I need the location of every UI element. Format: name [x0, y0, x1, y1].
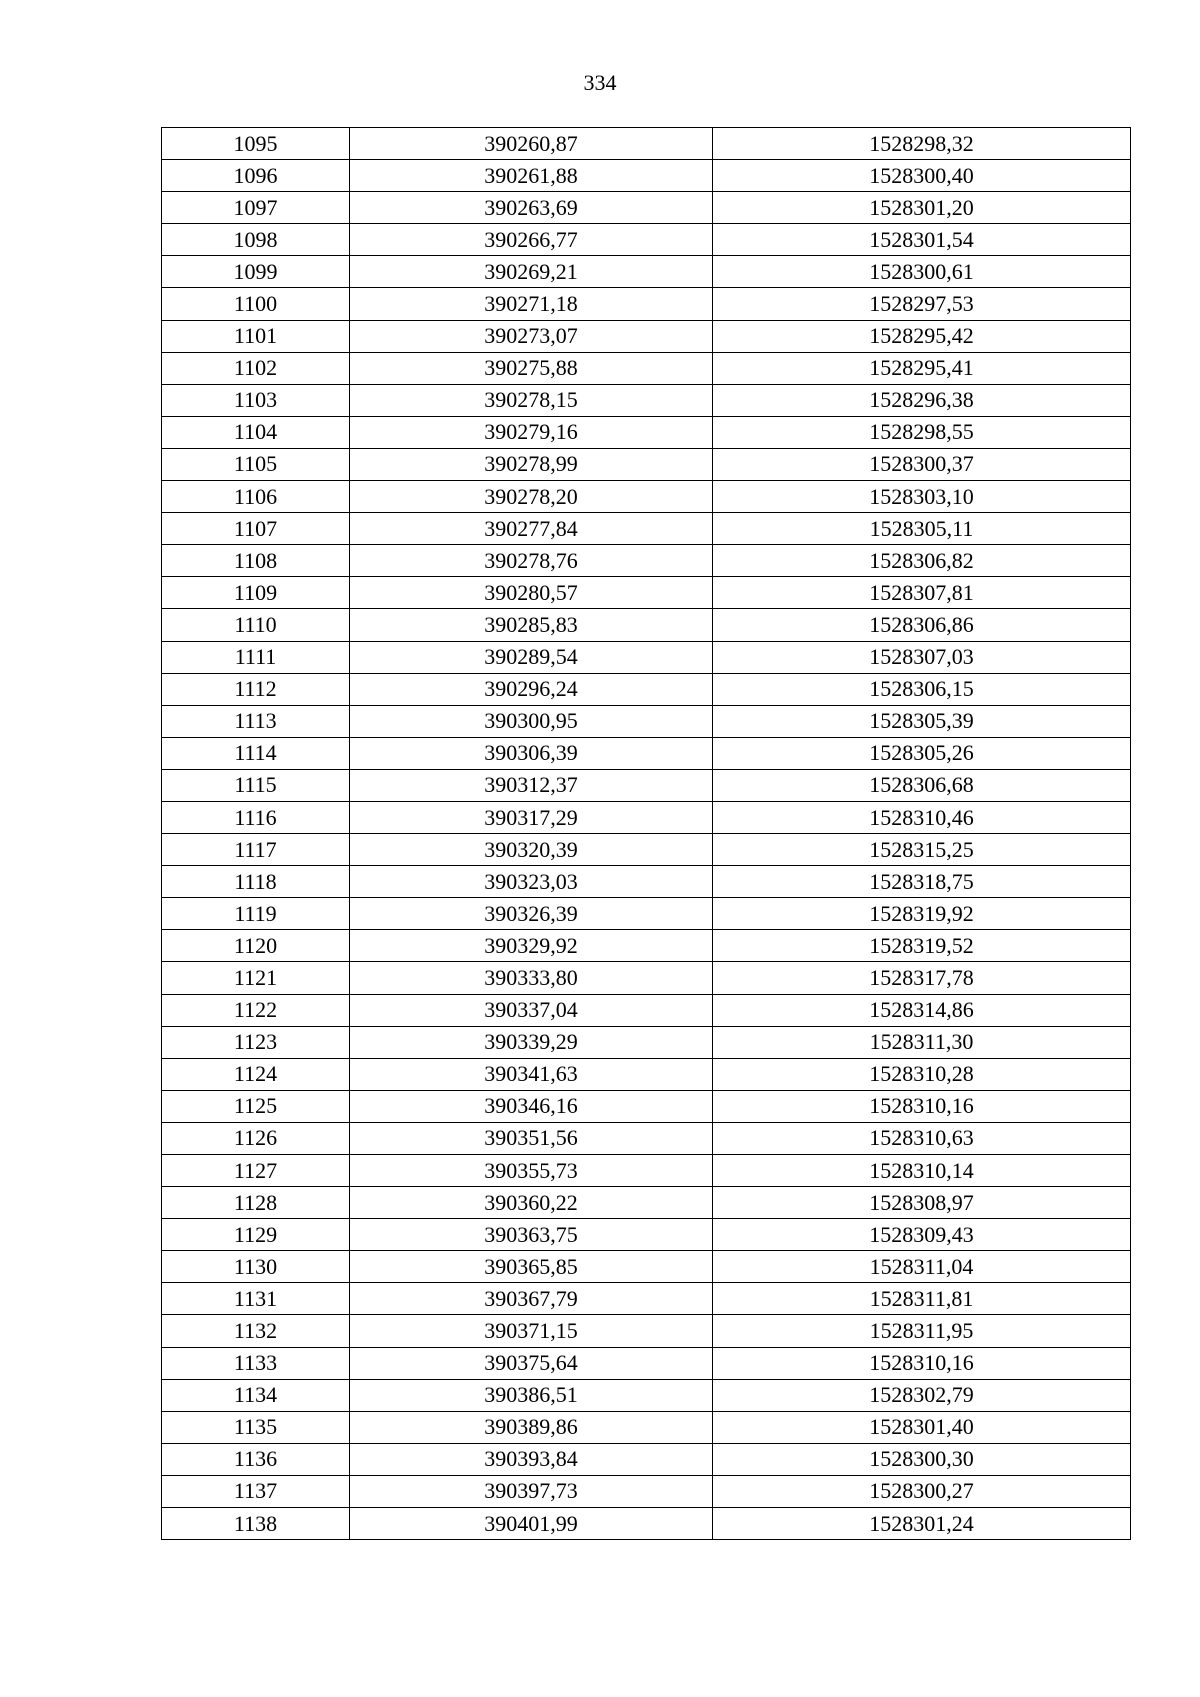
y-coordinate-cell: 1528310,63 — [713, 1122, 1131, 1154]
y-coordinate-cell: 1528309,43 — [713, 1219, 1131, 1251]
y-coordinate-cell: 1528314,86 — [713, 994, 1131, 1026]
table-row — [162, 1187, 1131, 1219]
y-coordinate-cell: 1528301,54 — [713, 224, 1131, 256]
point-number-cell: 1129 — [162, 1219, 350, 1251]
point-number-cell: 1135 — [162, 1411, 350, 1443]
point-number-cell: 1109 — [162, 577, 350, 609]
point-number-cell: 1130 — [162, 1251, 350, 1283]
table-row — [162, 930, 1131, 962]
x-coordinate-cell: 390296,24 — [350, 673, 713, 705]
point-number-cell: 1110 — [162, 609, 350, 641]
x-coordinate-cell: 390280,57 — [350, 577, 713, 609]
y-coordinate-cell: 1528311,30 — [713, 1026, 1131, 1058]
table-row — [162, 1155, 1131, 1187]
table-row — [162, 609, 1131, 641]
table-row — [162, 384, 1131, 416]
y-coordinate-cell: 1528311,04 — [713, 1251, 1131, 1283]
point-number-cell: 1104 — [162, 416, 350, 448]
point-number-cell: 1138 — [162, 1508, 350, 1540]
x-coordinate-cell: 390306,39 — [350, 737, 713, 769]
y-coordinate-cell: 1528305,26 — [713, 737, 1131, 769]
table-row — [162, 962, 1131, 994]
point-number-cell: 1111 — [162, 641, 350, 673]
point-number-cell: 1128 — [162, 1187, 350, 1219]
x-coordinate-cell: 390271,18 — [350, 288, 713, 320]
point-number-cell: 1131 — [162, 1283, 350, 1315]
x-coordinate-cell: 390363,75 — [350, 1219, 713, 1251]
x-coordinate-cell: 390401,99 — [350, 1508, 713, 1540]
table-row — [162, 481, 1131, 513]
point-number-cell: 1115 — [162, 769, 350, 801]
table-row — [162, 1347, 1131, 1379]
y-coordinate-cell: 1528310,28 — [713, 1058, 1131, 1090]
y-coordinate-cell: 1528306,86 — [713, 609, 1131, 641]
point-number-cell: 1134 — [162, 1379, 350, 1411]
point-number-cell: 1097 — [162, 192, 350, 224]
x-coordinate-cell: 390320,39 — [350, 834, 713, 866]
y-coordinate-cell: 1528305,39 — [713, 705, 1131, 737]
y-coordinate-cell: 1528301,20 — [713, 192, 1131, 224]
x-coordinate-cell: 390312,37 — [350, 769, 713, 801]
point-number-cell: 1096 — [162, 160, 350, 192]
table-row — [162, 256, 1131, 288]
point-number-cell: 1099 — [162, 256, 350, 288]
y-coordinate-cell: 1528295,42 — [713, 320, 1131, 352]
point-number-cell: 1113 — [162, 705, 350, 737]
y-coordinate-cell: 1528307,03 — [713, 641, 1131, 673]
y-coordinate-cell: 1528298,55 — [713, 416, 1131, 448]
point-number-cell: 1106 — [162, 481, 350, 513]
table-row — [162, 673, 1131, 705]
x-coordinate-cell: 390317,29 — [350, 801, 713, 833]
x-coordinate-cell: 390278,99 — [350, 448, 713, 480]
coordinates-table-body — [162, 128, 1131, 1540]
x-coordinate-cell: 390278,76 — [350, 545, 713, 577]
table-row — [162, 224, 1131, 256]
point-number-cell: 1118 — [162, 866, 350, 898]
y-coordinate-cell: 1528306,68 — [713, 769, 1131, 801]
x-coordinate-cell: 390337,04 — [350, 994, 713, 1026]
table-row — [162, 160, 1131, 192]
x-coordinate-cell: 390341,63 — [350, 1058, 713, 1090]
y-coordinate-cell: 1528300,61 — [713, 256, 1131, 288]
y-coordinate-cell: 1528308,97 — [713, 1187, 1131, 1219]
x-coordinate-cell: 390300,95 — [350, 705, 713, 737]
y-coordinate-cell: 1528310,14 — [713, 1155, 1131, 1187]
point-number-cell: 1125 — [162, 1090, 350, 1122]
y-coordinate-cell: 1528298,32 — [713, 128, 1131, 160]
table-row — [162, 320, 1131, 352]
y-coordinate-cell: 1528296,38 — [713, 384, 1131, 416]
x-coordinate-cell: 390386,51 — [350, 1379, 713, 1411]
point-number-cell: 1136 — [162, 1443, 350, 1475]
point-number-cell: 1132 — [162, 1315, 350, 1347]
x-coordinate-cell: 390261,88 — [350, 160, 713, 192]
y-coordinate-cell: 1528318,75 — [713, 866, 1131, 898]
y-coordinate-cell: 1528306,15 — [713, 673, 1131, 705]
y-coordinate-cell: 1528311,81 — [713, 1283, 1131, 1315]
x-coordinate-cell: 390333,80 — [350, 962, 713, 994]
table-row — [162, 448, 1131, 480]
y-coordinate-cell: 1528300,30 — [713, 1443, 1131, 1475]
point-number-cell: 1121 — [162, 962, 350, 994]
x-coordinate-cell: 390279,16 — [350, 416, 713, 448]
table-row — [162, 801, 1131, 833]
point-number-cell: 1137 — [162, 1475, 350, 1507]
table-row — [162, 1090, 1131, 1122]
point-number-cell: 1100 — [162, 288, 350, 320]
table-row — [162, 128, 1131, 160]
x-coordinate-cell: 390260,87 — [350, 128, 713, 160]
x-coordinate-cell: 390397,73 — [350, 1475, 713, 1507]
x-coordinate-cell: 390278,15 — [350, 384, 713, 416]
x-coordinate-cell: 390329,92 — [350, 930, 713, 962]
table-row — [162, 834, 1131, 866]
table-row — [162, 866, 1131, 898]
table-row — [162, 1475, 1131, 1507]
coordinates-table — [161, 127, 1131, 1540]
table-row — [162, 416, 1131, 448]
table-row — [162, 1315, 1131, 1347]
table-row — [162, 352, 1131, 384]
x-coordinate-cell: 390277,84 — [350, 513, 713, 545]
x-coordinate-cell: 390326,39 — [350, 898, 713, 930]
point-number-cell: 1095 — [162, 128, 350, 160]
point-number-cell: 1098 — [162, 224, 350, 256]
point-number-cell: 1114 — [162, 737, 350, 769]
table-row — [162, 577, 1131, 609]
table-row — [162, 1443, 1131, 1475]
y-coordinate-cell: 1528302,79 — [713, 1379, 1131, 1411]
table-row — [162, 513, 1131, 545]
point-number-cell: 1101 — [162, 320, 350, 352]
y-coordinate-cell: 1528295,41 — [713, 352, 1131, 384]
x-coordinate-cell: 390285,83 — [350, 609, 713, 641]
point-number-cell: 1102 — [162, 352, 350, 384]
x-coordinate-cell: 390360,22 — [350, 1187, 713, 1219]
point-number-cell: 1127 — [162, 1155, 350, 1187]
y-coordinate-cell: 1528297,53 — [713, 288, 1131, 320]
x-coordinate-cell: 390367,79 — [350, 1283, 713, 1315]
point-number-cell: 1133 — [162, 1347, 350, 1379]
x-coordinate-cell: 390263,69 — [350, 192, 713, 224]
point-number-cell: 1105 — [162, 448, 350, 480]
table-row — [162, 1026, 1131, 1058]
x-coordinate-cell: 390346,16 — [350, 1090, 713, 1122]
x-coordinate-cell: 390339,29 — [350, 1026, 713, 1058]
y-coordinate-cell: 1528319,52 — [713, 930, 1131, 962]
table-row — [162, 1122, 1131, 1154]
x-coordinate-cell: 390389,86 — [350, 1411, 713, 1443]
x-coordinate-cell: 390275,88 — [350, 352, 713, 384]
table-row — [162, 737, 1131, 769]
table-row — [162, 1411, 1131, 1443]
x-coordinate-cell: 390355,73 — [350, 1155, 713, 1187]
x-coordinate-cell: 390273,07 — [350, 320, 713, 352]
y-coordinate-cell: 1528307,81 — [713, 577, 1131, 609]
x-coordinate-cell: 390393,84 — [350, 1443, 713, 1475]
y-coordinate-cell: 1528310,16 — [713, 1347, 1131, 1379]
y-coordinate-cell: 1528310,46 — [713, 801, 1131, 833]
x-coordinate-cell: 390323,03 — [350, 866, 713, 898]
y-coordinate-cell: 1528303,10 — [713, 481, 1131, 513]
point-number-cell: 1116 — [162, 801, 350, 833]
y-coordinate-cell: 1528301,24 — [713, 1508, 1131, 1540]
y-coordinate-cell: 1528305,11 — [713, 513, 1131, 545]
point-number-cell: 1126 — [162, 1122, 350, 1154]
y-coordinate-cell: 1528319,92 — [713, 898, 1131, 930]
point-number-cell: 1123 — [162, 1026, 350, 1058]
x-coordinate-cell: 390371,15 — [350, 1315, 713, 1347]
table-row — [162, 288, 1131, 320]
table-row — [162, 1251, 1131, 1283]
point-number-cell: 1120 — [162, 930, 350, 962]
point-number-cell: 1107 — [162, 513, 350, 545]
x-coordinate-cell: 390278,20 — [350, 481, 713, 513]
table-row — [162, 1508, 1131, 1540]
point-number-cell: 1103 — [162, 384, 350, 416]
point-number-cell: 1117 — [162, 834, 350, 866]
y-coordinate-cell: 1528300,37 — [713, 448, 1131, 480]
table-row — [162, 1379, 1131, 1411]
table-row — [162, 769, 1131, 801]
y-coordinate-cell: 1528300,27 — [713, 1475, 1131, 1507]
table-row — [162, 192, 1131, 224]
table-row — [162, 641, 1131, 673]
table-row — [162, 545, 1131, 577]
point-number-cell: 1108 — [162, 545, 350, 577]
x-coordinate-cell: 390351,56 — [350, 1122, 713, 1154]
y-coordinate-cell: 1528315,25 — [713, 834, 1131, 866]
point-number-cell: 1122 — [162, 994, 350, 1026]
point-number-cell: 1112 — [162, 673, 350, 705]
x-coordinate-cell: 390269,21 — [350, 256, 713, 288]
table-row — [162, 1219, 1131, 1251]
x-coordinate-cell: 390289,54 — [350, 641, 713, 673]
point-number-cell: 1119 — [162, 898, 350, 930]
point-number-cell: 1124 — [162, 1058, 350, 1090]
y-coordinate-cell: 1528301,40 — [713, 1411, 1131, 1443]
table-row — [162, 994, 1131, 1026]
y-coordinate-cell: 1528311,95 — [713, 1315, 1131, 1347]
page-number: 334 — [583, 70, 617, 95]
y-coordinate-cell: 1528306,82 — [713, 545, 1131, 577]
y-coordinate-cell: 1528317,78 — [713, 962, 1131, 994]
table-row — [162, 898, 1131, 930]
table-row — [162, 1283, 1131, 1315]
table-row — [162, 705, 1131, 737]
y-coordinate-cell: 1528310,16 — [713, 1090, 1131, 1122]
x-coordinate-cell: 390266,77 — [350, 224, 713, 256]
x-coordinate-cell: 390375,64 — [350, 1347, 713, 1379]
table-row — [162, 1058, 1131, 1090]
x-coordinate-cell: 390365,85 — [350, 1251, 713, 1283]
y-coordinate-cell: 1528300,40 — [713, 160, 1131, 192]
